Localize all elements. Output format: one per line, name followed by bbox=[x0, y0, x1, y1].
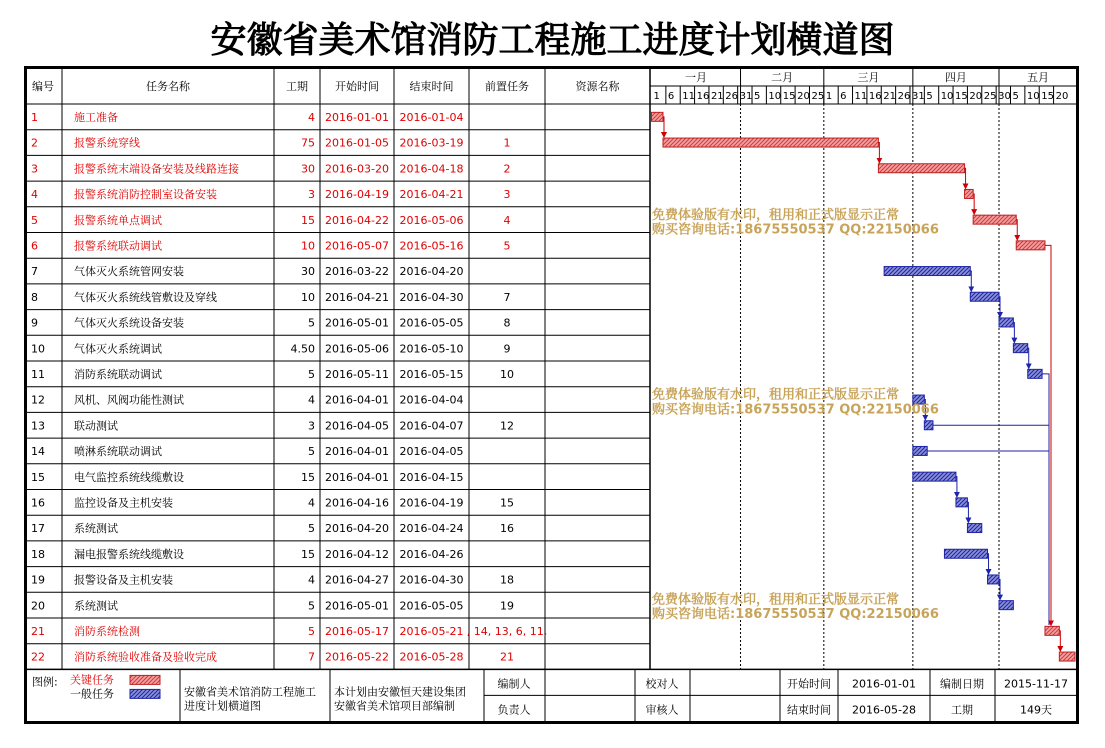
task-duration: 15 bbox=[301, 213, 315, 227]
task-id: 18 bbox=[31, 547, 45, 561]
task-duration: 10 bbox=[301, 290, 315, 304]
task-id: 20 bbox=[31, 599, 45, 613]
task-name: 喷淋系统联动调试 bbox=[74, 445, 162, 459]
task-end: 2016-04-15 bbox=[399, 470, 464, 484]
task-predecessor: 1 bbox=[503, 136, 511, 150]
task-predecessor: 12 bbox=[500, 419, 514, 433]
day-tick-label: 21 bbox=[710, 91, 724, 102]
task-name: 气体灭火系统管网安装 bbox=[74, 265, 184, 279]
task-name: 报警系统末端设备安装及线路连接 bbox=[74, 162, 239, 176]
day-tick-label: 16 bbox=[868, 91, 882, 102]
task-name: 施工准备 bbox=[74, 111, 118, 124]
compiled-by-line1: 本计划由安徽恒天建设集团 bbox=[334, 685, 466, 699]
gantt-bar bbox=[1045, 626, 1059, 635]
task-end: 2016-04-30 bbox=[399, 573, 464, 587]
gantt-bar bbox=[878, 164, 964, 173]
gantt-bar bbox=[652, 112, 663, 121]
column-header: 结束时间 bbox=[409, 80, 454, 93]
task-end: 2016-05-06 bbox=[399, 213, 464, 227]
task-name: 漏电报警系统线缆敷设 bbox=[74, 547, 184, 561]
task-start: 2016-05-07 bbox=[325, 239, 389, 253]
task-name: 消防系统联动调试 bbox=[74, 368, 162, 381]
task-end: 2016-04-04 bbox=[399, 393, 464, 407]
task-name: 报警系统消防控制室设备安装 bbox=[74, 188, 217, 202]
task-end: 2016-05-16 bbox=[399, 239, 464, 253]
task-id: 17 bbox=[31, 522, 45, 536]
task-end: 2016-05-15 bbox=[399, 368, 464, 381]
day-tick-label: 31 bbox=[911, 91, 925, 102]
task-predecessor: 2 bbox=[503, 162, 511, 176]
task-end: 2016-05-28 bbox=[399, 650, 464, 664]
legend-critical-label: 关键任务 bbox=[70, 673, 114, 687]
task-name: 电气监控系统线缆敷设 bbox=[74, 470, 184, 484]
column-header: 工期 bbox=[286, 80, 308, 93]
task-name: 报警系统单点调试 bbox=[74, 213, 162, 227]
task-end: 2016-04-26 bbox=[399, 547, 464, 561]
task-duration: 10 bbox=[301, 239, 315, 253]
task-start: 2016-04-20 bbox=[325, 522, 389, 536]
column-header: 资源名称 bbox=[575, 80, 620, 93]
task-end: 2016-04-18 bbox=[399, 162, 464, 176]
task-predecessor: 5 bbox=[503, 239, 511, 253]
task-name: 风机、风阀功能性测试 bbox=[74, 393, 184, 407]
gantt-bar bbox=[1013, 344, 1027, 353]
task-start: 2016-04-01 bbox=[325, 445, 389, 459]
footer-block bbox=[32, 672, 1068, 716]
gantt-bar bbox=[973, 215, 1016, 224]
task-id: 19 bbox=[31, 573, 45, 587]
task-start: 2016-04-22 bbox=[325, 213, 389, 227]
task-end: 2016-04-05 bbox=[399, 445, 464, 459]
end-value: 2016-05-28 bbox=[852, 703, 916, 717]
task-start: 2016-01-01 bbox=[325, 111, 389, 124]
dependency-link bbox=[933, 425, 1049, 625]
gantt-bar bbox=[965, 189, 974, 198]
watermark-line2: 购买咨询电话:18675550537 QQ:22150066 bbox=[652, 402, 939, 418]
legend-critical-swatch bbox=[130, 675, 160, 684]
dependency-links bbox=[663, 117, 1060, 651]
gantt-bar bbox=[944, 549, 987, 558]
task-id: 12 bbox=[31, 393, 45, 407]
gantt-bar bbox=[924, 421, 933, 430]
task-start: 2016-04-05 bbox=[325, 419, 389, 433]
day-tick-label: 20 bbox=[797, 91, 810, 102]
task-id: 2 bbox=[31, 136, 38, 150]
task-start: 2016-05-22 bbox=[325, 650, 389, 664]
day-tick-label: 6 bbox=[667, 91, 675, 102]
task-id: 13 bbox=[31, 419, 45, 433]
task-name: 系统测试 bbox=[74, 599, 118, 613]
task-start: 2016-01-05 bbox=[325, 136, 389, 150]
editor-label: 编制人 bbox=[497, 677, 531, 691]
task-duration: 30 bbox=[301, 162, 315, 176]
duration-label: 工期 bbox=[951, 703, 973, 717]
task-name: 系统测试 bbox=[74, 522, 118, 536]
task-duration: 30 bbox=[301, 265, 315, 279]
project-name-line1: 安徽省美术馆消防工程施工 bbox=[184, 685, 316, 699]
task-end: 2016-04-07 bbox=[399, 419, 464, 433]
task-start: 2016-04-01 bbox=[325, 470, 389, 484]
month-label: 一月 bbox=[685, 71, 708, 84]
task-duration: 4 bbox=[308, 573, 315, 587]
column-header: 编号 bbox=[32, 80, 54, 93]
task-duration: 5 bbox=[308, 522, 315, 536]
month-label: 二月 bbox=[771, 71, 794, 84]
task-start: 2016-03-22 bbox=[325, 265, 389, 279]
task-id: 22 bbox=[31, 650, 45, 664]
month-label: 三月 bbox=[857, 71, 880, 84]
task-id: 10 bbox=[31, 342, 45, 356]
day-tick-label: 15 bbox=[1041, 91, 1054, 102]
gantt-bar bbox=[884, 267, 970, 276]
task-end: 2016-05-10 bbox=[399, 342, 464, 356]
task-end: 2016-03-19 bbox=[399, 136, 464, 150]
gantt-bar bbox=[913, 446, 927, 455]
day-tick-label: 31 bbox=[739, 91, 753, 102]
task-end: 2016-01-04 bbox=[399, 111, 464, 124]
gantt-bar bbox=[988, 575, 999, 584]
month-label: 四月 bbox=[944, 71, 967, 84]
day-tick-label: 25 bbox=[811, 91, 825, 102]
task-name: 气体灭火系统线管敷设及穿线 bbox=[74, 290, 217, 304]
legend-normal-swatch bbox=[130, 689, 160, 698]
gantt-bar bbox=[999, 318, 1013, 327]
task-predecessor: 16 bbox=[500, 522, 514, 536]
day-tick-label: 26 bbox=[725, 91, 739, 102]
task-duration: 3 bbox=[308, 419, 315, 433]
day-tick-label: 11 bbox=[854, 91, 868, 102]
task-id: 11 bbox=[31, 368, 45, 381]
day-tick-label: 20 bbox=[1055, 91, 1069, 102]
legend-label: 图例: bbox=[32, 675, 58, 689]
task-start: 2016-05-01 bbox=[325, 599, 389, 613]
task-start: 2016-03-20 bbox=[325, 162, 389, 176]
column-header: 前置任务 bbox=[485, 80, 529, 93]
task-name: 消防系统检测 bbox=[74, 625, 140, 638]
gantt-bar bbox=[663, 138, 878, 147]
task-predecessor: 8 bbox=[503, 316, 511, 330]
day-tick-label: 5 bbox=[754, 91, 761, 102]
task-id: 14 bbox=[31, 445, 45, 459]
day-tick-label: 1 bbox=[653, 91, 660, 102]
task-duration: 5 bbox=[308, 368, 315, 381]
task-duration: 15 bbox=[301, 470, 315, 484]
task-start: 2016-05-01 bbox=[325, 316, 389, 330]
compiled-by-line2: 安徽省美术馆项目部编制 bbox=[334, 699, 455, 713]
responsible-label: 负责人 bbox=[497, 703, 531, 717]
task-id: 8 bbox=[31, 290, 38, 304]
task-duration: 4 bbox=[308, 496, 315, 510]
watermark-line2: 购买咨询电话:18675550537 QQ:22150066 bbox=[652, 222, 939, 238]
task-duration: 4 bbox=[308, 111, 315, 124]
watermark-line1: 免费体验版有水印，租用和正式版显示正常 bbox=[652, 387, 900, 403]
day-tick-label: 15 bbox=[955, 91, 968, 102]
task-id: 9 bbox=[31, 316, 38, 330]
gantt-bar bbox=[1059, 652, 1075, 661]
task-id: 1 bbox=[31, 111, 38, 124]
gantt-bar bbox=[913, 472, 956, 481]
task-start: 2016-05-17 bbox=[325, 625, 389, 638]
task-name: 联动测试 bbox=[74, 419, 118, 433]
task-id: 16 bbox=[31, 496, 45, 510]
day-tick-label: 5 bbox=[1012, 91, 1019, 102]
gantt-bars bbox=[652, 112, 1076, 661]
end-label: 结束时间 bbox=[787, 703, 831, 717]
task-start: 2016-05-06 bbox=[325, 342, 389, 356]
task-predecessor: 21 bbox=[500, 650, 514, 664]
task-predecessor: 19 bbox=[500, 599, 514, 613]
task-end: 2016-04-19 bbox=[399, 496, 464, 510]
gantt-bar bbox=[1028, 369, 1042, 378]
task-duration: 75 bbox=[301, 136, 315, 150]
task-id: 7 bbox=[31, 265, 38, 279]
task-duration: 4 bbox=[308, 393, 315, 407]
legend-normal-label: 一般任务 bbox=[70, 687, 114, 701]
task-start: 2016-04-21 bbox=[325, 290, 389, 304]
day-tick-label: 25 bbox=[983, 91, 997, 102]
watermark-line2: 购买咨询电话:18675550537 QQ:22150066 bbox=[652, 607, 939, 622]
day-tick-label: 21 bbox=[883, 91, 896, 102]
dependency-link bbox=[1045, 245, 1051, 625]
task-end: 2016-05-05 bbox=[399, 316, 464, 330]
task-id: 15 bbox=[31, 470, 45, 484]
task-start: 2016-04-16 bbox=[325, 496, 389, 510]
day-tick-label: 11 bbox=[682, 91, 695, 102]
day-tick-label: 6 bbox=[840, 91, 847, 102]
task-start: 2016-05-11 bbox=[325, 368, 389, 381]
task-start: 2016-04-19 bbox=[325, 188, 389, 202]
watermark-line1: 免费体验版有水印，租用和正式版显示正常 bbox=[652, 592, 900, 608]
task-predecessor: 18 bbox=[500, 573, 514, 587]
day-tick-label: 16 bbox=[696, 91, 710, 102]
task-end: 2016-05-05 bbox=[399, 599, 464, 613]
month-label: 五月 bbox=[1027, 71, 1050, 84]
task-id: 4 bbox=[31, 188, 38, 202]
gantt-bar bbox=[956, 498, 967, 507]
task-start: 2016-04-27 bbox=[325, 573, 389, 587]
task-end: 2016-04-21 bbox=[399, 188, 464, 202]
day-tick-label: 26 bbox=[897, 91, 911, 102]
task-duration: 5 bbox=[308, 316, 315, 330]
day-tick-label: 10 bbox=[1026, 91, 1040, 102]
task-duration: 5 bbox=[308, 599, 315, 613]
day-tick-label: 30 bbox=[998, 91, 1011, 102]
task-end: 2016-05-21 bbox=[399, 625, 464, 638]
day-tick-label: 20 bbox=[969, 91, 983, 102]
task-id: 6 bbox=[31, 239, 38, 253]
checker-label: 校对人 bbox=[645, 677, 679, 691]
duration-value: 149天 bbox=[1020, 703, 1052, 717]
column-header: 任务名称 bbox=[146, 80, 190, 93]
day-tick-label: 15 bbox=[782, 91, 796, 102]
task-name: 报警系统穿线 bbox=[74, 136, 140, 150]
task-id: 5 bbox=[31, 213, 38, 227]
reviewer-label: 审核人 bbox=[645, 703, 679, 717]
task-duration: 15 bbox=[301, 547, 315, 561]
task-name: 监控设备及主机安装 bbox=[74, 496, 173, 510]
gantt-bar bbox=[970, 292, 999, 301]
task-duration: 5 bbox=[308, 445, 315, 459]
gantt-bar bbox=[999, 601, 1013, 610]
task-id: 21 bbox=[31, 625, 45, 638]
date-value: 2015-11-17 bbox=[1004, 677, 1068, 691]
project-name-line2: 进度计划横道图 bbox=[184, 699, 261, 713]
task-start: 2016-04-12 bbox=[325, 547, 389, 561]
day-tick-label: 10 bbox=[940, 91, 954, 102]
day-tick-label: 5 bbox=[926, 91, 933, 102]
gantt-bar bbox=[967, 524, 981, 533]
column-header: 开始时间 bbox=[335, 80, 379, 93]
day-tick-label: 1 bbox=[825, 91, 833, 102]
task-duration: 3 bbox=[308, 188, 315, 202]
task-name: 报警设备及主机安装 bbox=[74, 573, 173, 587]
task-predecessor: 4 bbox=[503, 213, 511, 227]
task-name: 气体灭火系统设备安装 bbox=[74, 316, 184, 330]
task-end: 2016-04-20 bbox=[399, 265, 464, 279]
date-label: 编制日期 bbox=[940, 677, 984, 691]
task-start: 2016-04-01 bbox=[325, 393, 389, 407]
task-predecessor: 3 bbox=[503, 188, 511, 202]
gantt-bar bbox=[1016, 241, 1045, 250]
task-name: 消防系统验收准备及验收完成 bbox=[74, 650, 217, 664]
task-duration: 7 bbox=[308, 650, 315, 664]
task-duration: 4.50 bbox=[290, 342, 315, 356]
task-name: 气体灭火系统调试 bbox=[74, 342, 162, 356]
task-predecessor: 15 bbox=[500, 496, 514, 510]
task-predecessor: 9 bbox=[503, 342, 511, 356]
task-predecessor: , 14, 13, 6, 11, bbox=[466, 625, 548, 638]
task-duration: 5 bbox=[308, 625, 315, 638]
task-predecessor: 10 bbox=[500, 368, 514, 381]
task-predecessor: 7 bbox=[503, 290, 511, 304]
chart-title: 安徽省美术馆消防工程施工进度计划横道图 bbox=[210, 19, 895, 61]
start-value: 2016-01-01 bbox=[852, 677, 916, 691]
task-name: 报警系统联动调试 bbox=[74, 239, 162, 253]
dependency-link bbox=[1042, 374, 1049, 625]
watermark-line1: 免费体验版有水印，租用和正式版显示正常 bbox=[652, 207, 900, 223]
day-tick-label: 10 bbox=[768, 91, 782, 102]
task-end: 2016-04-24 bbox=[399, 522, 464, 536]
task-id: 3 bbox=[31, 162, 38, 176]
start-label: 开始时间 bbox=[787, 677, 831, 691]
task-end: 2016-04-30 bbox=[399, 290, 464, 304]
